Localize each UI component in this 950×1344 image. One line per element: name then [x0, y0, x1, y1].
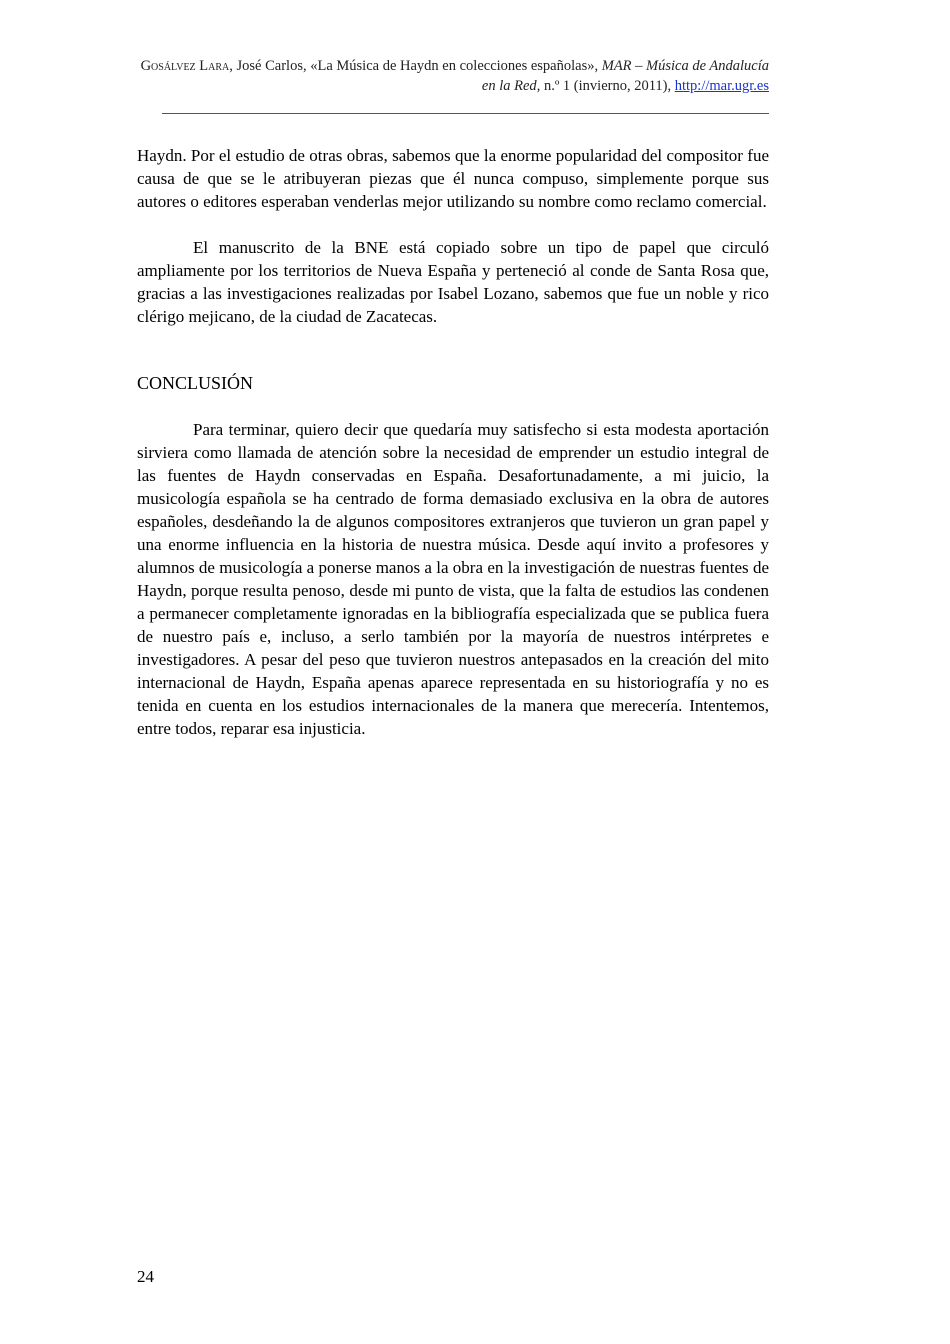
header-rule — [162, 113, 769, 114]
header-issue: , n.º 1 (invierno, 2011), — [536, 78, 675, 94]
running-header — [137, 56, 769, 96]
body-paragraph-3: Para terminar, quiero decir que quedaría muy satisfecho si esta modesta aportación sirviera como llamada de atención sobre la necesidad de emprender un estudio integral de las fuentes de Haydn conservadas en España. Desafortunadamente, a mi juicio, la musicología española se ha centrado de forma demasiado exclusiva en la obra de autores españoles, desdeñando la de algunos compositores extranjeros que tuvieron un gran papel y una enorme influencia en la historia de nuestra música. Desde aquí invito a profesores y alumnos de musicología a ponerse manos a la obra en la investigación de nuestras fuentes de Haydn, porque resulta penoso, desde mi punto de vista, que la falta de estudios las condenen a permanecer completamente ignoradas en la bibliografía especializada que se publica fuera de nuestro país e, incluso, a serlo también por la mayoría de nuestros intérpretes e investigadores. A pesar del peso que tuvieron nuestros antepasados en la creación del mito internacional de Haydn, España apenas aparece representada en su historiografía y no es tenida en cuenta en los estudios internacionales de la manera que merecería. Intentemos, entre todos, reparar esa injusticia. — [137, 420, 769, 738]
section-heading-conclusion: CONCLUSIÓN — [137, 373, 254, 393]
header-author: Gosálvez Lara — [140, 58, 230, 74]
header-citation: , José Carlos, «La Música de Haydn en colecciones españolas», — [229, 58, 602, 74]
journal-link[interactable]: http://mar.ugr.es — [674, 78, 769, 94]
body-paragraph-1: Haydn. Por el estudio de otras obras, sabemos que la enorme popularidad del compositor fue causa de que se le atribuyeran piezas que él nunca compuso, simplemente porque sus autores o editores esperaban venderlas mejor utilizando su nombre como reclamo comercial. — [137, 146, 769, 211]
body-paragraph-2: El manuscrito de la BNE está copiado sobre un tipo de papel que circuló ampliamente por los territorios de Nueva España y perteneció al conde de Santa Rosa que, gracias a las investigaciones realizadas por Isabel Lozano, sabemos que fue un noble y rico clérigo mejicano, de la ciudad de Zacatecas. — [137, 238, 769, 326]
page-number: 24 — [137, 1267, 154, 1286]
header-journal: MAR – Música de Andalucía en la Red — [481, 58, 769, 94]
